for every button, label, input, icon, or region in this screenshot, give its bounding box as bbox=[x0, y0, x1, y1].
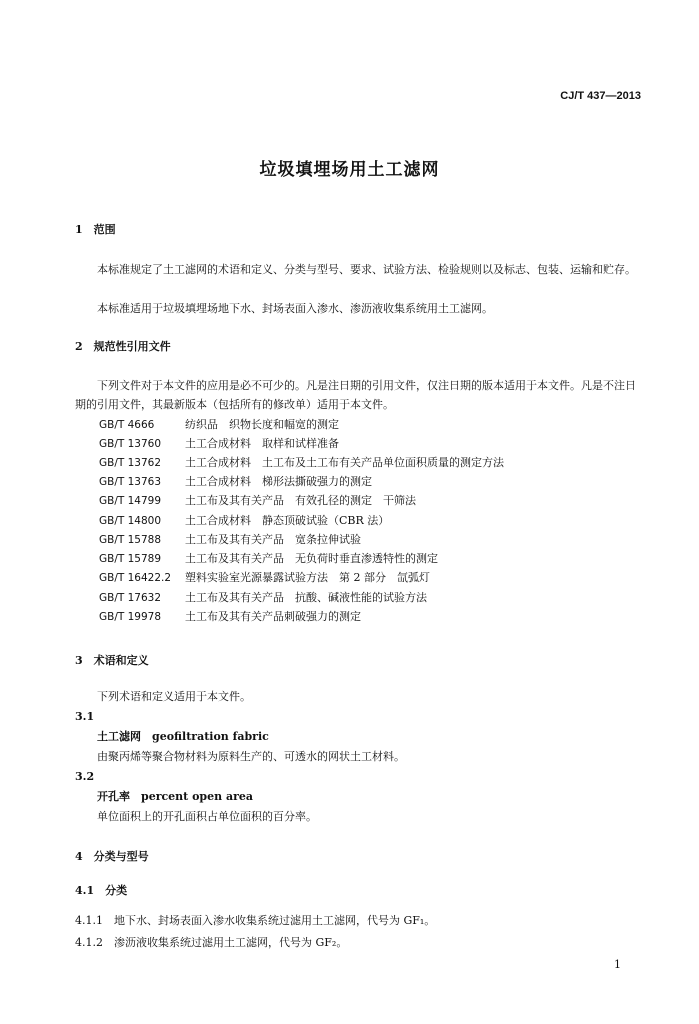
reference-item bbox=[99, 591, 427, 605]
section-4-1-heading: 4.1 分类 bbox=[75, 884, 128, 897]
reference-title: 土工合成材料 静态顶破试验（CBR 法） bbox=[185, 514, 390, 527]
reference-item bbox=[99, 610, 361, 624]
reference-code: GB/T 16422.2 bbox=[99, 572, 172, 584]
reference-item bbox=[99, 494, 416, 508]
reference-code: GB/T 19978 bbox=[99, 611, 162, 623]
reference-title: 塑料实验室光源暴露试验方法 第 2 部分 氙弧灯 bbox=[185, 571, 430, 584]
reference-title: 土工合成材料 土工布及土工布有关产品单位面积质量的测定方法 bbox=[185, 456, 504, 469]
reference-title: 土工布及其有关产品 无负荷时垂直渗透特性的测定 bbox=[185, 552, 438, 565]
reference-item bbox=[99, 571, 430, 585]
term-definition: 由聚丙烯等聚合物材料为原料生产的、可透水的网状土工材料。 bbox=[97, 750, 405, 763]
clause-4-1-2: 4.1.2 渗沥液收集系统过滤用土工滤网，代号为 GF₂。 bbox=[75, 936, 348, 949]
clause-4-1-1: 4.1.1 地下水、封场表面入渗水收集系统过滤用土工滤网，代号为 GF₁。 bbox=[75, 914, 436, 927]
reference-code: GB/T 13760 bbox=[99, 438, 162, 450]
reference-item bbox=[99, 533, 361, 547]
section-4-heading: 4 分类与型号 bbox=[75, 850, 149, 863]
reference-title: 土工布及其有关产品刺破强力的测定 bbox=[185, 610, 361, 623]
section-3-heading: 3 术语和定义 bbox=[75, 654, 149, 667]
reference-item bbox=[99, 456, 504, 470]
section-2-heading: 2 规范性引用文件 bbox=[75, 340, 171, 353]
reference-code: GB/T 14799 bbox=[99, 495, 162, 507]
section-1-heading: 1 范围 bbox=[75, 223, 116, 236]
standard-code: CJ/T 437—2013 bbox=[560, 90, 641, 102]
page-number: 1 bbox=[614, 958, 621, 971]
reference-item bbox=[99, 552, 438, 566]
reference-item bbox=[99, 418, 339, 432]
reference-title: 土工布及其有关产品 有效孔径的测定 干筛法 bbox=[185, 494, 416, 507]
reference-code: GB/T 13762 bbox=[99, 457, 162, 469]
reference-title: 土工合成材料 梯形法撕破强力的测定 bbox=[185, 475, 372, 488]
section-2-intro: 下列文件对于本文件的应用是必不可少的。凡是注日期的引用文件，仅注日期的版本适用于本文件。凡是不注日期的引用文件，其最新版本（包括所有的修改单）适用于本文件。 bbox=[75, 379, 636, 411]
reference-code: GB/T 17632 bbox=[99, 592, 162, 604]
term-name: 土工滤网 geofiltration fabric bbox=[97, 730, 269, 743]
reference-code: GB/T 14800 bbox=[99, 515, 162, 527]
section-1-paragraph-2: 本标准适用于垃圾填埋场地下水、封场表面入渗水、渗沥液收集系统用土工滤网。 bbox=[97, 302, 493, 315]
section-1-paragraph-1: 本标准规定了土工滤网的术语和定义、分类与型号、要求、试验方法、检验规则以及标志、包装、运输和贮存。 bbox=[97, 263, 636, 276]
reference-code: GB/T 15788 bbox=[99, 534, 162, 546]
reference-item bbox=[99, 437, 339, 451]
term-number: 3.1 bbox=[75, 710, 95, 723]
term-name: 开孔率 percent open area bbox=[97, 790, 253, 803]
document-title: 垃圾填埋场用土工滤网 bbox=[259, 160, 440, 180]
reference-title: 土工合成材料 取样和试样准备 bbox=[185, 437, 339, 450]
reference-title: 土工布及其有关产品 抗酸、碱液性能的试验方法 bbox=[185, 591, 427, 604]
reference-title: 纺织品 织物长度和幅宽的测定 bbox=[185, 418, 339, 431]
reference-title: 土工布及其有关产品 宽条拉伸试验 bbox=[185, 533, 361, 546]
reference-code: GB/T 13763 bbox=[99, 476, 162, 488]
reference-item bbox=[99, 514, 389, 528]
term-definition: 单位面积上的开孔面积占单位面积的百分率。 bbox=[97, 810, 317, 823]
reference-code: GB/T 4666 bbox=[99, 419, 155, 431]
term-number: 3.2 bbox=[75, 770, 95, 783]
section-3-intro: 下列术语和定义适用于本文件。 bbox=[97, 690, 251, 703]
reference-code: GB/T 15789 bbox=[99, 553, 162, 565]
reference-item bbox=[99, 475, 372, 489]
